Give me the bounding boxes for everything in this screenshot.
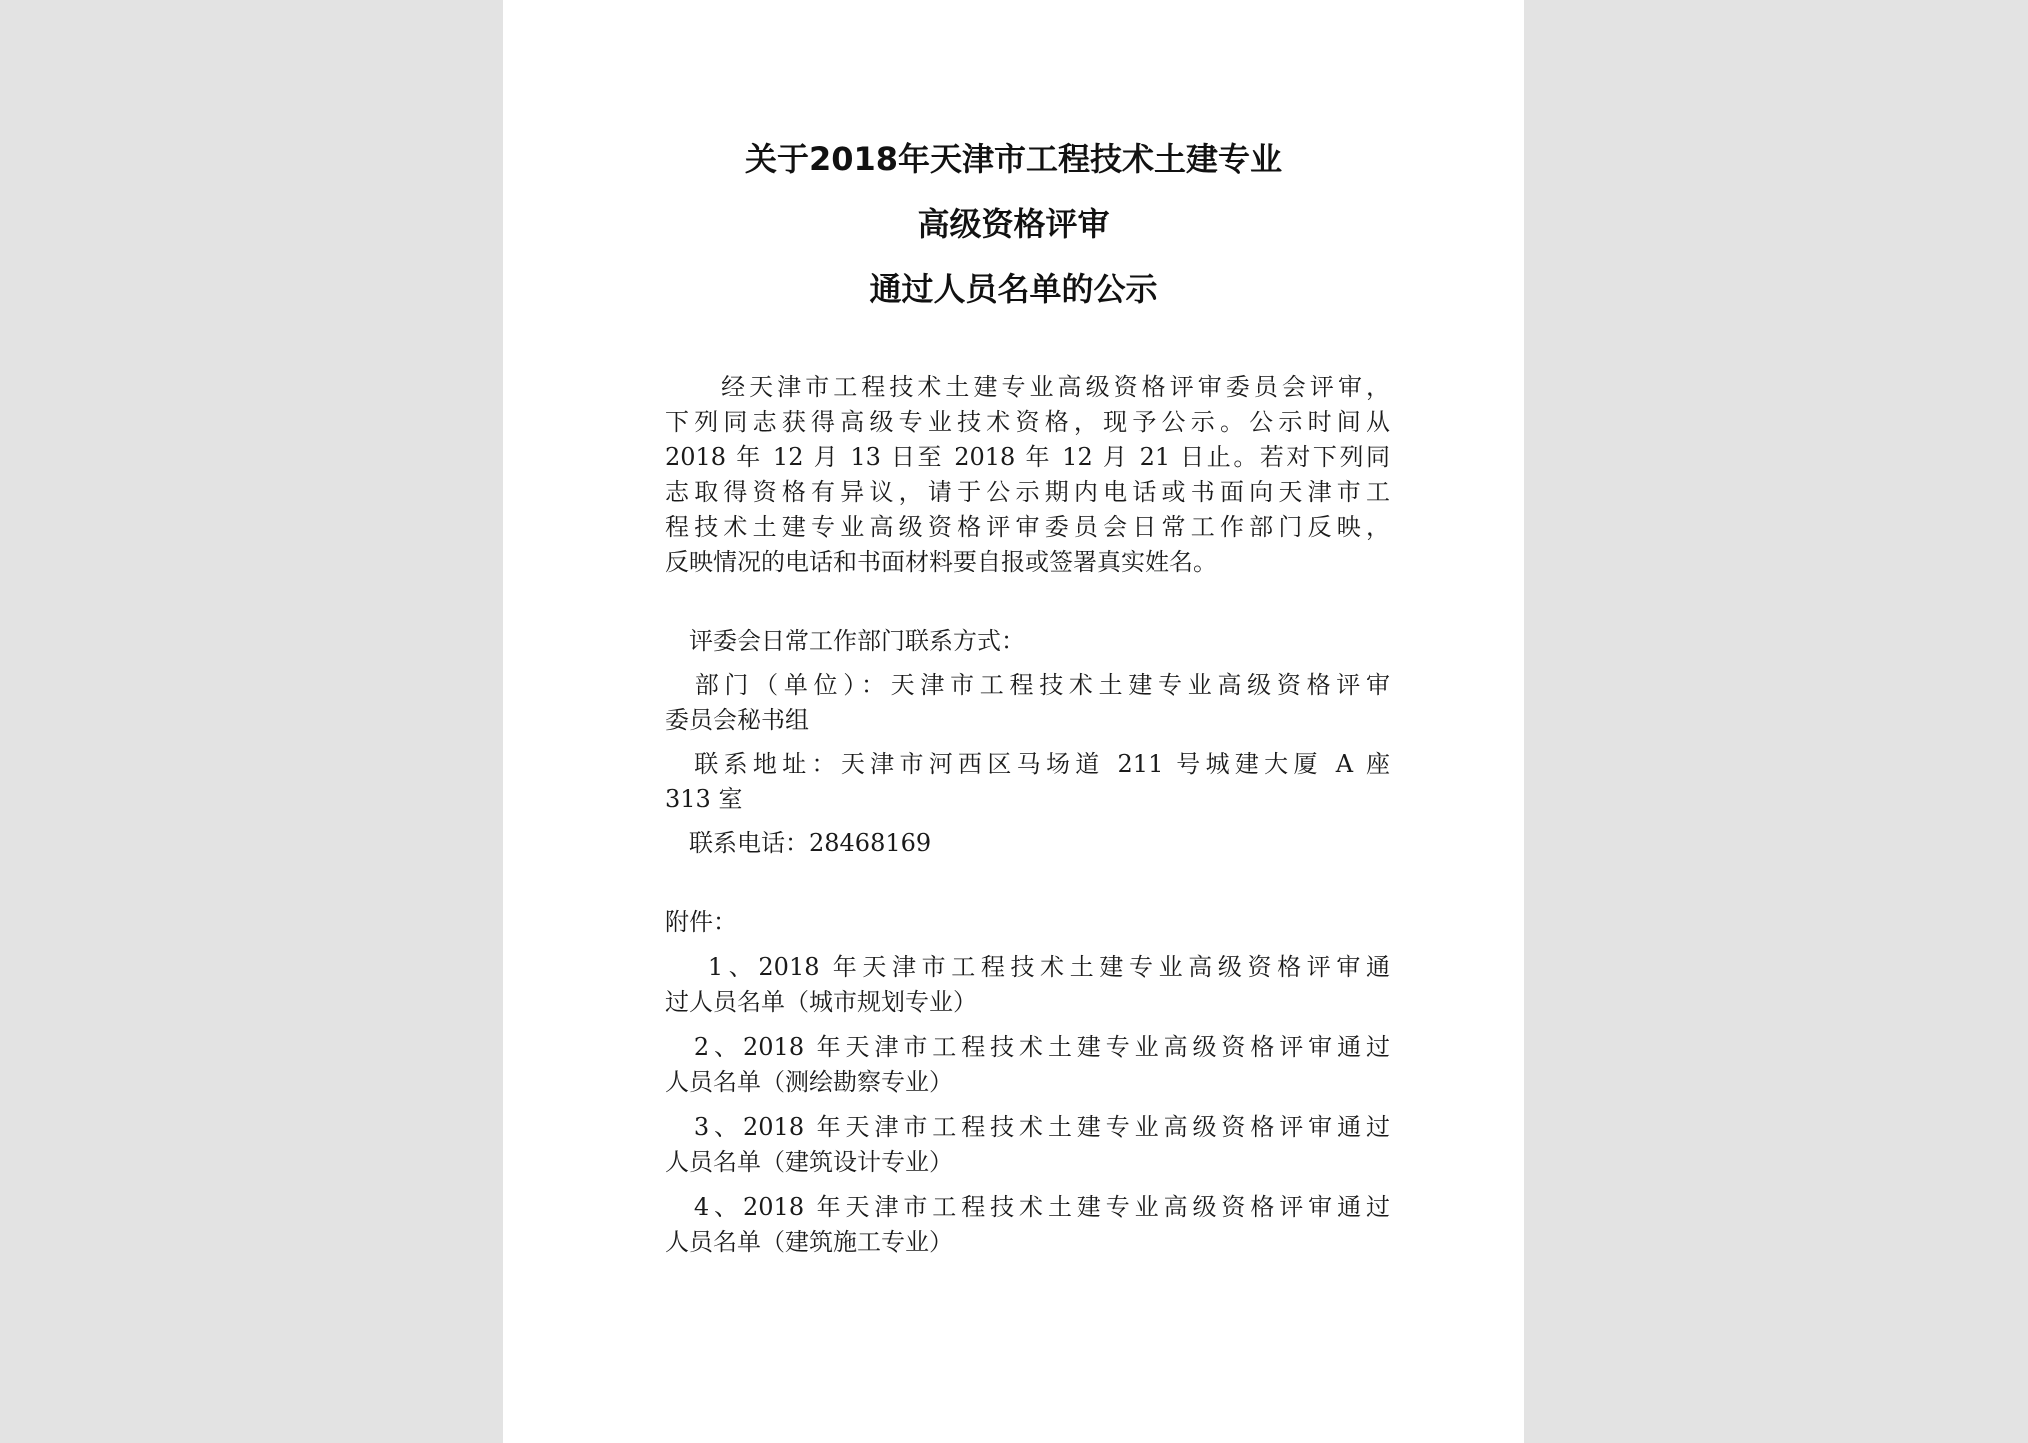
- intro-line: 程技术土建专业高级资格评审委员会日常工作部门反映，: [665, 513, 1390, 541]
- attachment-item: [665, 950, 1390, 1020]
- contact-dept-line: 部门（单位）：天津市工程技术土建专业高级资格评审: [665, 671, 1390, 699]
- contact-heading: 评委会日常工作部门联系方式：: [665, 627, 1025, 655]
- attachments-section: [665, 905, 1390, 1260]
- attachment-line: 4、2018 年天津市工程技术土建专业高级资格评审通过: [665, 1193, 1390, 1221]
- attachment-line: 2、2018 年天津市工程技术土建专业高级资格评审通过: [665, 1033, 1390, 1061]
- intro-line: 经天津市工程技术土建专业高级资格评审委员会评审，: [665, 373, 1390, 401]
- intro-paragraph: [665, 370, 1390, 580]
- intro-line: 2018 年 12 月 13 日至 2018 年 12 月 21 日止。若对下列同: [665, 443, 1390, 471]
- document-page: [503, 0, 1524, 1443]
- contact-phone: 联系电话：28468169: [665, 829, 932, 857]
- title-line-3: 通过人员名单的公示: [869, 270, 1158, 308]
- contact-address-line: 联系地址：天津市河西区马场道 211 号城建大厦 A 座: [665, 750, 1390, 778]
- contact-dept-line: 委员会秘书组: [665, 706, 809, 734]
- intro-line: 下列同志获得高级专业技术资格，现予公示。公示时间从: [665, 408, 1390, 436]
- attachment-line: 1、2018 年天津市工程技术土建专业高级资格评审通: [665, 953, 1390, 981]
- contact-section: [665, 624, 1390, 861]
- title-line-2: 高级资格评审: [917, 205, 1110, 243]
- attachment-line: 人员名单（建筑设计专业）: [665, 1148, 953, 1176]
- contact-address-line: 313 室: [665, 785, 743, 813]
- attachment-line: 3、2018 年天津市工程技术土建专业高级资格评审通过: [665, 1113, 1390, 1141]
- attachment-line: 人员名单（测绘勘察专业）: [665, 1068, 953, 1096]
- attachment-line: 过人员名单（城市规划专业）: [665, 988, 977, 1016]
- attachment-item: [665, 1110, 1390, 1180]
- intro-line: 反映情况的电话和书面材料要自报或签署真实姓名。: [665, 548, 1217, 576]
- title-line-1: 关于2018年天津市工程技术土建专业: [744, 140, 1283, 178]
- intro-line: 志取得资格有异议，请于公示期内电话或书面向天津市工: [665, 478, 1390, 506]
- attachments-heading: 附件：: [665, 908, 737, 936]
- document-body: [665, 370, 1390, 1260]
- attachment-item: [665, 1030, 1390, 1100]
- attachment-line: 人员名单（建筑施工专业）: [665, 1228, 953, 1256]
- attachment-item: [665, 1190, 1390, 1260]
